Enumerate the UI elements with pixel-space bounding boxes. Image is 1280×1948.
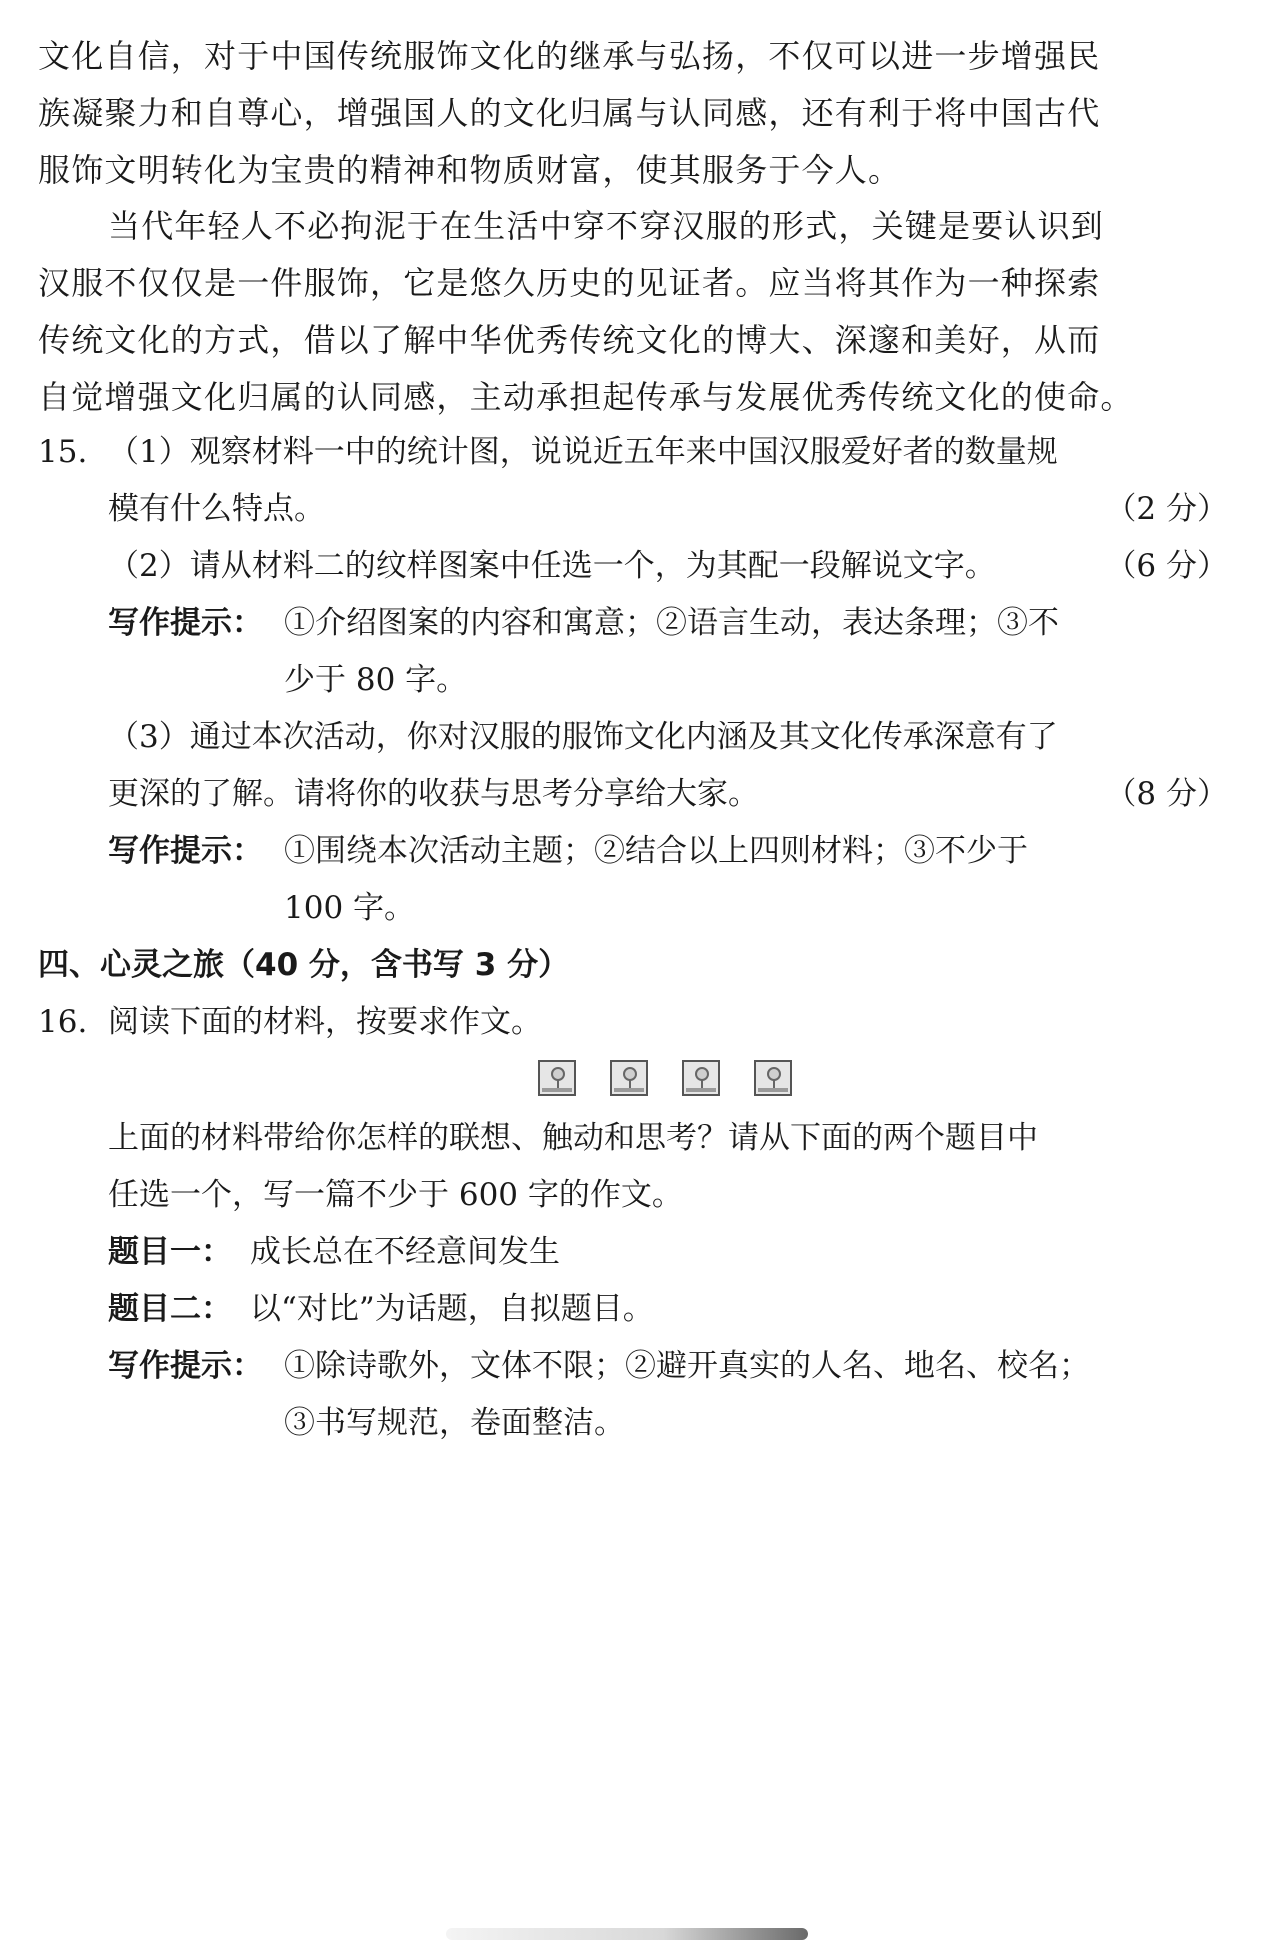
- comic-panel-4-image: [754, 1060, 792, 1096]
- q15-part2-tip: ①介绍图案的内容和寓意；②语言生动，表达条理；③不: [284, 605, 1059, 641]
- q16-prompt: 阅读下面的材料，按要求作文。: [108, 1004, 542, 1040]
- question-number: 15.: [38, 434, 88, 470]
- topic1-text: 成长总在不经意间发生: [250, 1234, 560, 1270]
- writing-tip-label: 写作提示：: [108, 605, 263, 641]
- q16-tip: ①除诗歌外，文体不限；②避开真实的人名、地名、校名；: [284, 1348, 1090, 1384]
- comic-strip: [538, 1060, 798, 1104]
- writing-tip-label: 写作提示：: [108, 833, 263, 869]
- q16-tip: ③书写规范，卷面整洁。: [284, 1405, 625, 1441]
- home-indicator[interactable]: [446, 1928, 808, 1940]
- section-heading: 四、心灵之旅（40 分，含书写 3 分）: [38, 947, 570, 983]
- passage-line: 族凝聚力和自尊心，增强国人的文化归属与认同感，还有利于将中国古代: [38, 94, 1101, 132]
- q15-part3-tip: 100 字。: [284, 890, 416, 926]
- comic-panel-2-image: [610, 1060, 648, 1096]
- passage-line: 文化自信，对于中国传统服饰文化的继承与弘扬，不仅可以进一步增强民: [38, 37, 1101, 75]
- q15-part3-text: 更深的了解。请将你的收获与思考分享给大家。: [108, 776, 759, 812]
- q16-body: 上面的材料带给你怎样的联想、触动和思考？请从下面的两个题目中: [108, 1120, 1038, 1156]
- comic-panel-3-image: [682, 1060, 720, 1096]
- topic1-label: 题目一：: [108, 1234, 232, 1270]
- topic2-text: 以“对比”为话题，自拟题目。: [250, 1291, 654, 1327]
- q15-part2-text: （2）请从材料二的纹样图案中任选一个，为其配一段解说文字。: [108, 548, 996, 584]
- passage-line: 当代年轻人不必拘泥于在生活中穿不穿汉服的形式，关键是要认识到: [108, 207, 1105, 245]
- q15-part2-score: （6 分）: [1105, 548, 1228, 584]
- q16-body: 任选一个，写一篇不少于 600 字的作文。: [108, 1177, 683, 1213]
- passage-line: 汉服不仅仅是一件服饰，它是悠久历史的见证者。应当将其作为一种探索: [38, 264, 1101, 302]
- q15-part3-text: （3）通过本次活动，你对汉服的服饰文化内涵及其文化传承深意有了: [108, 719, 1058, 755]
- passage-line: 自觉增强文化归属的认同感，主动承担起传承与发展优秀传统文化的使命。: [38, 378, 1134, 416]
- passage-line: 传统文化的方式，借以了解中华优秀传统文化的博大、深邃和美好，从而: [38, 321, 1101, 359]
- q15-part1-score: （2 分）: [1105, 491, 1228, 527]
- q15-part1-text: 模有什么特点。: [108, 491, 325, 527]
- topic2-label: 题目二：: [108, 1291, 232, 1327]
- comic-panel-1-image: [538, 1060, 576, 1096]
- q15-part3-score: （8 分）: [1105, 776, 1228, 812]
- passage-line: 服饰文明转化为宝贵的精神和物质财富，使其服务于今人。: [38, 151, 902, 189]
- writing-tip-label: 写作提示：: [108, 1348, 263, 1384]
- q15-part2-tip: 少于 80 字。: [284, 662, 468, 698]
- question-number: 16.: [38, 1004, 88, 1040]
- q15-part1-text: （1）观察材料一中的统计图，说说近五年来中国汉服爱好者的数量规: [108, 434, 1058, 470]
- q15-part3-tip: ①围绕本次活动主题；②结合以上四则材料；③不少于: [284, 833, 1028, 869]
